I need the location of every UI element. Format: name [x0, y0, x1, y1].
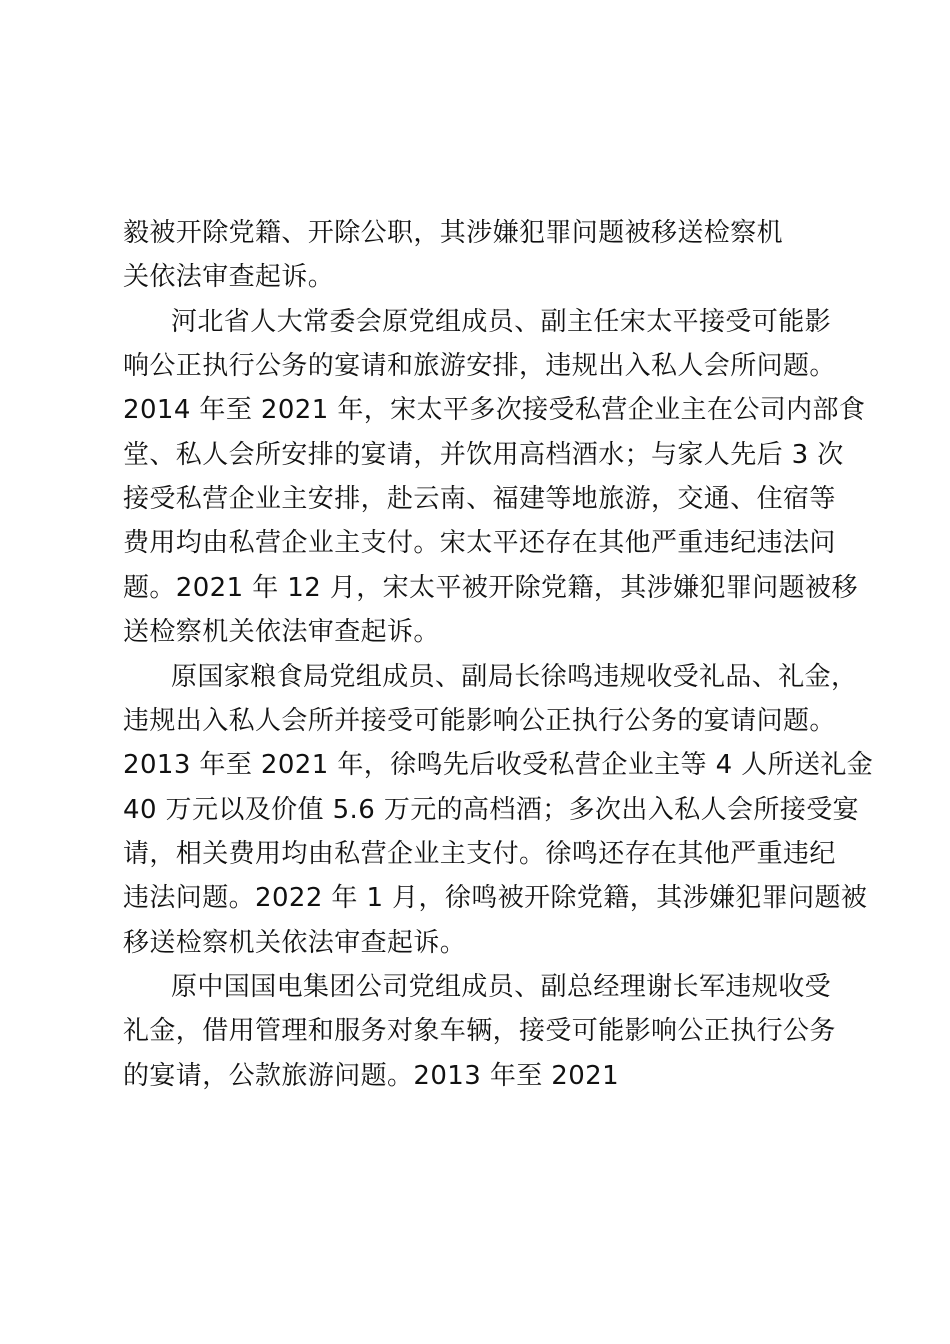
paragraph-2-line: 费用均由私营企业主支付。宋太平还存在其他严重违纪违法问: [123, 528, 836, 559]
paragraph-3-line: 违法问题。2022 年 1 月，徐鸣被开除党籍，其涉嫌犯罪问题被: [123, 883, 868, 914]
paragraph-2-line: 河北省人大常委会原党组成员、副主任宋太平接受可能影: [171, 306, 832, 337]
paragraph-1-line: 毅被开除党籍、开除公职，其涉嫌犯罪问题被移送检察机: [123, 218, 784, 248]
paragraph-4-line: 的宴请，公款旅游问题。2013 年至 2021: [123, 1060, 620, 1091]
paragraph-3-line: 请，相关费用均由私营企业主支付。徐鸣还存在其他严重违纪: [123, 838, 836, 869]
paragraph-2-line: 2014 年至 2021 年，宋太平多次接受私营企业主在公司内部食: [123, 395, 866, 426]
paragraph-2-line: 接受私营企业主安排，赴云南、福建等地旅游，交通、住宿等: [123, 484, 836, 515]
paragraph-1-line: 关依法审查起诉。: [123, 262, 335, 293]
paragraph-2-line: 响公正执行公务的宴请和旅游安排，违规出入私人会所问题。: [123, 351, 836, 382]
paragraph-3-line: 原国家粮食局党组成员、副局长徐鸣违规收受礼品、礼金，: [171, 661, 858, 692]
paragraph-2-line: 题。2021 年 12 月，宋太平被开除党籍，其涉嫌犯罪问题被移: [123, 572, 858, 603]
paragraph-3-line: 2013 年至 2021 年，徐鸣先后收受私营企业主等 4 人所送礼金: [123, 750, 874, 781]
paragraph-2-line: 堂、私人会所安排的宴请，并饮用高档酒水；与家人先后 3 次: [123, 439, 844, 470]
paragraph-3-line: 违规出入私人会所并接受可能影响公正执行公务的宴请问题。: [123, 705, 836, 736]
paragraph-4-line: 礼金，借用管理和服务对象车辆，接受可能影响公正执行公务: [123, 1016, 836, 1047]
paragraph-3-line: 移送检察机关依法审查起诉。: [123, 927, 467, 958]
paragraph-4-line: 原中国国电集团公司党组成员、副总经理谢长军违规收受: [171, 971, 832, 1002]
paragraph-3-line: 40 万元以及价值 5.6 万元的高档酒；多次出入私人会所接受宴: [123, 794, 860, 825]
paragraph-2-line: 送检察机关依法审查起诉。: [123, 617, 440, 648]
